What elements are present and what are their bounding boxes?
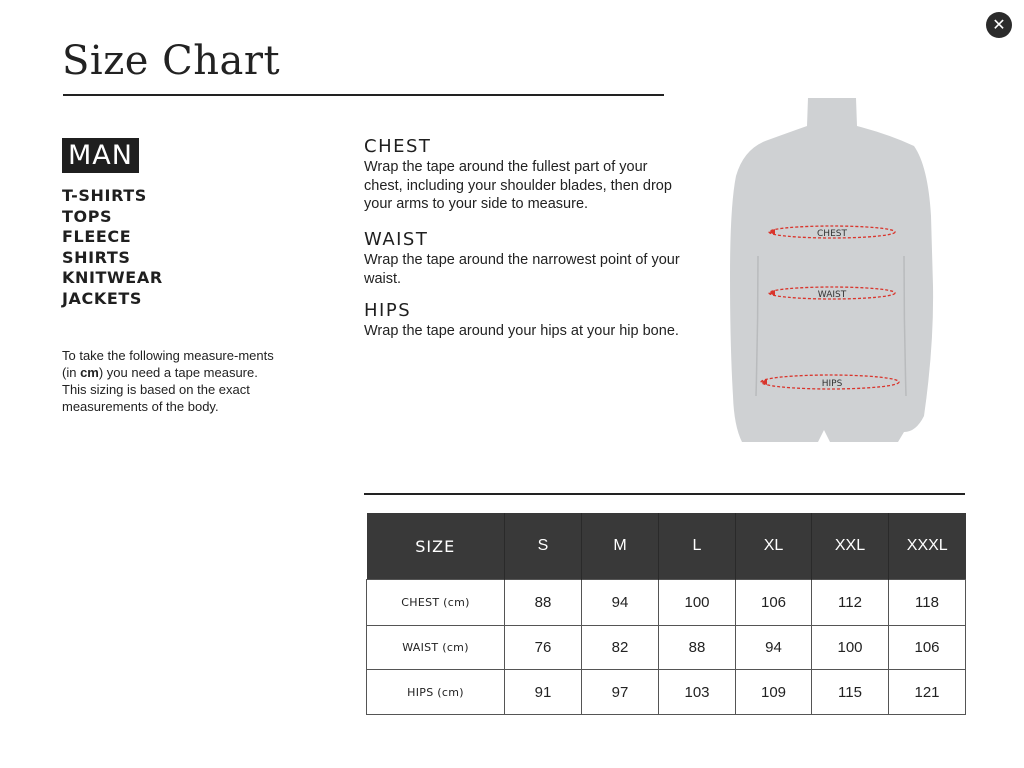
waist-tape-label: WAIST (817, 290, 847, 300)
intro-line-2: This sizing is based on the exact measurements of the body. (62, 382, 250, 414)
table-cell: 118 (889, 580, 966, 626)
size-column-xxxl: XXXL (889, 513, 966, 580)
table-row (367, 670, 966, 715)
table-cell: 106 (889, 626, 966, 670)
table-cell: 100 (812, 626, 889, 670)
table-cell: 88 (659, 626, 736, 670)
table-cell: 121 (889, 670, 966, 715)
row-label: HIPS (cm) (367, 670, 505, 715)
title-divider (63, 94, 664, 96)
measure-waist-title: WAIST (364, 229, 429, 250)
intro-line-1: To take the following measure-ments (in cm) you need a tape measure. (62, 348, 274, 380)
measure-chest-title: CHEST (364, 136, 432, 157)
table-row (367, 626, 966, 670)
gender-badge: MAN (62, 138, 139, 173)
table-cell: 103 (659, 670, 736, 715)
category-item-tops[interactable]: TOPS (62, 206, 113, 226)
table-header-row (367, 513, 966, 580)
page-title: Size Chart (62, 38, 281, 84)
table-cell: 112 (812, 580, 889, 626)
table-cell: 109 (736, 670, 812, 715)
measure-waist (364, 230, 684, 288)
measure-hips-desc: Wrap the tape around your hips at your hip bone. (364, 323, 679, 339)
table-cell: 88 (505, 580, 582, 626)
table-row (367, 580, 966, 626)
category-list (62, 186, 163, 309)
category-item-knitwear[interactable]: KNITWEAR (62, 268, 163, 287)
size-column-m: M (582, 513, 659, 580)
size-column-xl: XL (736, 513, 812, 580)
body-figure-illustration (728, 96, 934, 444)
measure-chest (364, 137, 684, 214)
category-item-fleece[interactable]: FLEECE (62, 227, 132, 246)
table-divider (364, 493, 965, 495)
size-column-xxl: XXL (812, 513, 889, 580)
category-item-tshirts[interactable]: T-SHIRTS (62, 186, 147, 205)
table-cell: 91 (505, 670, 582, 715)
measure-hips (364, 301, 684, 341)
table-cell: 100 (659, 580, 736, 626)
measure-waist-desc: Wrap the tape around the narrowest point of your waist. (364, 252, 680, 287)
close-button[interactable] (986, 12, 1012, 38)
category-item-shirts[interactable]: SHIRTS (62, 247, 131, 267)
close-icon: ✕ (992, 15, 1006, 34)
table-cell: 94 (736, 626, 812, 670)
table-cell: 106 (736, 580, 812, 626)
table-cell: 82 (582, 626, 659, 670)
row-label: CHEST (cm) (367, 580, 505, 626)
size-table (366, 513, 966, 715)
table-cell: 97 (582, 670, 659, 715)
hips-tape-label: HIPS (821, 379, 843, 389)
size-column-s: S (505, 513, 582, 580)
body-silhouette (730, 98, 933, 442)
table-cell: 76 (505, 626, 582, 670)
size-column-l: L (659, 513, 736, 580)
table-cell: 94 (582, 580, 659, 626)
row-label: WAIST (cm) (367, 626, 505, 670)
measure-hips-title: HIPS (364, 300, 412, 321)
intro-text (62, 347, 277, 415)
chest-tape-label: CHEST (817, 229, 847, 239)
measure-chest-desc: Wrap the tape around the fullest part of your chest, including your shoulder blades, then drop your arms to your side to measure. (364, 159, 672, 212)
table-cell: 115 (812, 670, 889, 715)
category-item-jackets[interactable]: JACKETS (62, 288, 143, 308)
size-header: SIZE (367, 513, 505, 580)
